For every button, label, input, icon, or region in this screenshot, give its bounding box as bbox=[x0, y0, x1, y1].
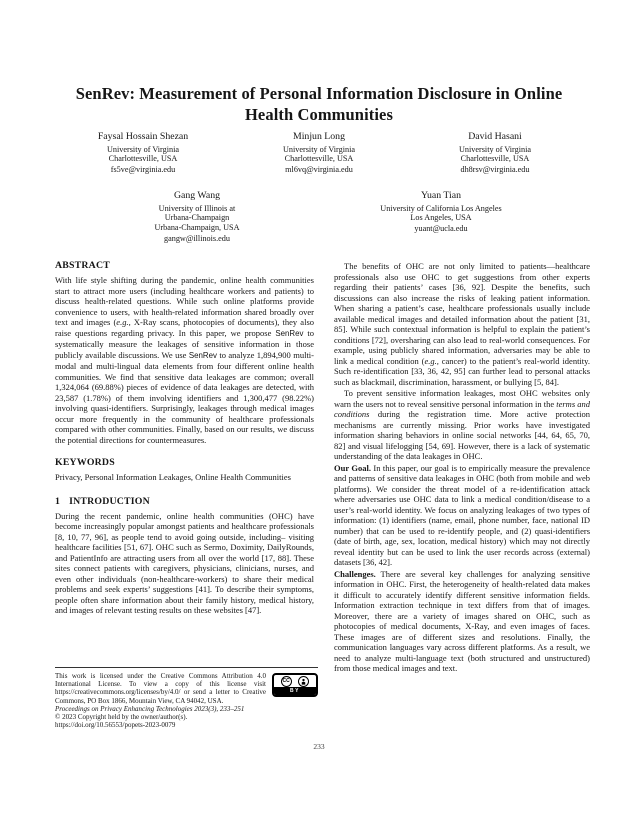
paragraph-text: In this paper, our goal is to empirically measure the prevalence and patterns of sensitive data leakages in OHC (both from mobile and web platforms). We consider the threat model of a re-identification attack where adversaries use OHC data to link a medical condition/disease to a user’s real-world identity. We focus on analyzing leakages of two types of information: (1) identifiers (name, email, phone number, face, national ID number) that can be used to re-identify people, and (2) quasi-identifiers (date of birth, age, sex, location, medical history) which may not directly reveal identity but can be used to link the user records across (external) datasets [36, 42]. bbox=[334, 462, 591, 567]
author-location: Charlottesville, USA bbox=[460, 154, 530, 164]
section-number: 1 bbox=[55, 495, 61, 507]
cc-attribution-person-icon bbox=[298, 676, 309, 687]
author-block bbox=[407, 131, 583, 174]
cc-by-badge bbox=[272, 673, 318, 697]
license-text-part: This work is licensed under the Creative Commons Attribution 4.0 International License. To view a copy of this license visit bbox=[55, 672, 266, 689]
system-name-senrev: SenRev bbox=[188, 350, 217, 360]
author-affiliation: University of Virginia bbox=[459, 144, 531, 154]
body-paragraph bbox=[334, 261, 590, 387]
page-number: 233 bbox=[313, 742, 325, 751]
system-name-senrev: SenRev bbox=[275, 328, 304, 338]
author-email: dh8rsv@virginia.edu bbox=[460, 165, 530, 175]
author-email: ml6vq@virginia.edu bbox=[285, 165, 353, 175]
author-name: David Hasani bbox=[468, 131, 522, 142]
author-block bbox=[231, 131, 407, 174]
license-text-part: or send a letter to Creative Commons, PO Box 1866, Mountain View, CA 94042, USA. bbox=[55, 688, 266, 705]
license-block bbox=[55, 667, 318, 729]
copyright-line: © 2023 Copyright held by the owner/author(s). bbox=[55, 713, 188, 722]
paragraph-text: cancer) to the patient’s real-world identity. Such re-identification [33, 36, 42, 95] can further lead to personal attacks such as blackmail, discrimination, harassment, or bullying [5, 84]. bbox=[334, 355, 590, 387]
authors-row-2 bbox=[55, 190, 583, 243]
paragraph-text: during the registration time. More active protection mechanisms are currently missing. Prior works have investigated information sharing behaviors in online social networks [44, 64, 65, 70, 82] and visual lifelogging [54, 69]. However, there is a lack of systematic understanding of the data leakages in OHC. bbox=[334, 409, 590, 461]
abstract-text: With life style shifting during the pandemic, online health communities start to attract more users (including healthcare workers and patients) to discuss health-related questions. While such online platforms provide convenience to users, with health-related information shared broadly over text and images ( bbox=[55, 275, 314, 327]
cc-logo-icon: CC bbox=[281, 676, 292, 687]
author-name: Faysal Hossain Shezan bbox=[97, 131, 189, 142]
cc-badge-icons bbox=[274, 675, 316, 687]
right-column bbox=[334, 261, 590, 674]
introduction-paragraph: During the recent pandemic, online health communities (OHC) have become increasingly popular amongst patients and healthcare professionals [8, 10, 77, 96], as people tend to avoid going outside, including– visiting healthcare facilities [51, 67]. OHC such as Sermo, Doximity, DailyRounds, and PatientInfo are attracting users from all over the world [17, 88]. These sites connect patients with caregivers, physicians, clinicians, nurses, and even other individuals (non-healthcare-workers) to share their medical problems and seek experts’ suggestions [41]. To describe their symptoms, people often share information about their family history, medical history, and images of relevant testing results on these websites [47]. bbox=[55, 510, 314, 615]
abstract-text: to systematically measure the leakages of sensitive information in those publicly available discussions. We use bbox=[55, 327, 314, 360]
doi-link-line bbox=[55, 721, 318, 729]
author-location: Los Angeles, USA bbox=[410, 213, 472, 223]
author-block bbox=[97, 190, 297, 243]
abstract-heading: ABSTRACT bbox=[55, 260, 110, 271]
paragraph-text: The benefits of OHC are not only limited to patients—healthcare professionals also use OHC to get suggestions from other experts regarding their patients’ cases [36, 92]. Despite the benefits, such discussions can also increase the risks of leaking patient information. When sharing a patient’s case, healthcare professionals usually include available medical images and detailed information about the patient [31, 85]. While such contextual information is helpful to explain the patient’s conditions [72], oversharing can also lead to real-world consequences. For example, using publicly shared information, adversaries may be able to link a medical condition ( bbox=[334, 261, 590, 366]
paragraph-lead-bold: Challenges. bbox=[334, 568, 376, 579]
author-name: Gang Wang bbox=[173, 190, 221, 201]
abstract-paragraph bbox=[55, 275, 314, 445]
author-email: yuant@ucla.edu bbox=[414, 224, 468, 234]
author-location: Charlottesville, USA bbox=[284, 154, 354, 164]
paragraph-text: To prevent sensitive information leakages, most OHC websites only warn the users not to reveal sensitive personal information in the bbox=[334, 388, 590, 409]
author-block bbox=[341, 190, 541, 243]
paper-title: SenRev: Measurement of Personal Information Disclosure in Online Health Communities bbox=[75, 84, 563, 124]
section-title: INTRODUCTION bbox=[69, 495, 150, 507]
author-affiliation: University of Illinois at bbox=[158, 203, 236, 213]
paragraph-text: There are several key challenges for analyzing sensitive information in OHC. First, the heterogeneity of health-related data makes it difficult to accurately identify different sensitive information fields. Information extraction technique in text differs from that of images. Moreover, there are a variety of images shared on OHC, such as photocopies of medical documents, X-Ray, and even images of faces. These images are of different sizes and resolutions. Finally, the communication languages vary across different platforms. As a result, we need to analyze multi-language text (both structured and unstructured) from those medical images and text. bbox=[334, 568, 590, 673]
author-email: fs5ve@virginia.edu bbox=[110, 165, 176, 175]
author-location: Urbana-Champaign, USA bbox=[154, 222, 240, 232]
abstract-text: to analyze 1,894,900 multi-modal and multi-lingual data elements from four different online health communities. We find that sensitive data leakages are common; overall 1,324,064 (69.88%) pieces of evidence of data leakages are detected, with 23,587 (1.78%) of them involving identifiers and 1,300,477 (98.22%) involving quasi-identifiers. Surprisingly, leakages through medical images occur more frequently in the community of healthcare professionals compared with other communities. Finally, based on our results, we discuss the potential directions for countermeasures. bbox=[55, 349, 314, 445]
author-name: Minjun Long bbox=[293, 131, 345, 142]
challenges-paragraph bbox=[334, 569, 590, 674]
author-affiliation: University of California Los Angeles bbox=[380, 203, 502, 213]
our-goal-paragraph bbox=[334, 463, 590, 568]
paragraph-text-italic: terms and conditions bbox=[334, 398, 591, 419]
introduction-heading bbox=[55, 496, 314, 507]
proceedings-line: Proceedings on Privacy Enhancing Technologies 2023(3), 233–251 bbox=[55, 704, 245, 713]
authors-row-1 bbox=[55, 131, 583, 174]
cc-license-link[interactable]: https://creativecommons.org/licenses/by/4.0/ bbox=[55, 688, 181, 697]
doi-link[interactable]: https://doi.org/10.56553/popets-2023-0079 bbox=[55, 721, 176, 730]
author-affiliation: University of Virginia bbox=[283, 144, 355, 154]
author-email: gangw@illinois.edu bbox=[164, 234, 230, 244]
body-paragraph bbox=[334, 388, 590, 462]
author-location: Charlottesville, USA bbox=[108, 154, 178, 164]
keywords-heading: KEYWORDS bbox=[55, 457, 115, 468]
paragraph-text-italic: e.g., bbox=[424, 355, 439, 366]
cc-by-label: BY bbox=[274, 687, 316, 695]
author-affiliation: Urbana-Champaign bbox=[164, 213, 230, 223]
abstract-text-italic: e.g., bbox=[116, 317, 131, 327]
abstract-text: X-Ray scans, photocopies of documents), they also raise questions regarding privacy. In this paper, we propose bbox=[55, 317, 314, 338]
author-affiliation: University of Virginia bbox=[107, 144, 179, 154]
author-name: Yuan Tian bbox=[420, 190, 461, 201]
author-block bbox=[55, 131, 231, 174]
keywords-text: Privacy, Personal Information Leakages, Online Health Communities bbox=[55, 472, 291, 482]
paragraph-lead-bold: Our Goal. bbox=[334, 462, 371, 473]
left-column bbox=[55, 260, 314, 616]
